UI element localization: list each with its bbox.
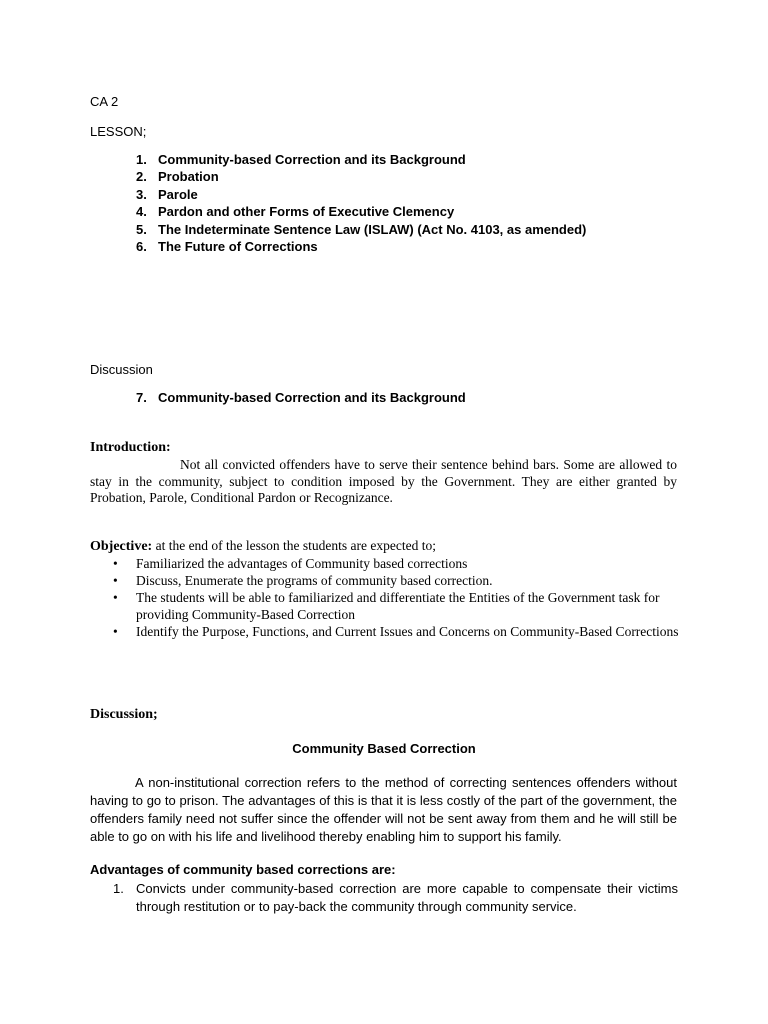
lesson-label: LESSON; (90, 124, 147, 139)
objective-item: • Identify the Purpose, Functions, and Current Issues and Concerns on Community-Based Corrections (113, 624, 679, 639)
course-code: CA 2 (90, 94, 119, 109)
objective-line (90, 538, 690, 555)
introduction-heading: Introduction: (90, 440, 171, 455)
objective-item: • Discuss, Enumerate the programs of community based correction. (113, 573, 493, 588)
objective-list (113, 555, 683, 640)
discussion-label: Discussion (90, 362, 153, 377)
lesson-item: 1. Community-based Correction and its Background (136, 152, 466, 167)
objective-item: • The students will be able to familiarized and differentiate the Entities of the Government task for providing Community-Based Correction (113, 590, 660, 622)
lesson-item: 2. Probation (136, 169, 219, 185)
objective-heading: Objective: (90, 539, 153, 554)
objective-lead: at the end of the lesson the students are expected to; (152, 538, 436, 553)
cbc-body: A non-institutional correction refers to the method of correcting sentences offenders without having to go to prison. The advantages of this is that it is less costly of the part of the government, the offenders family need not suffer since the offender will not be sent away from them and he will still be able to go on with his life and livelihood thereby enabling him to support his family. (90, 775, 677, 844)
objective-item: • Familiarized the advantages of Community based corrections (113, 556, 468, 571)
cbc-title: Community Based Correction (292, 741, 476, 756)
advantage-item: 1. Convicts under community-based correction are more capable to compensate their victims through restitution or to pay-back the community through community service. (113, 881, 678, 914)
lesson-list (136, 151, 586, 255)
section-heading: 7. Community-based Correction and its Background (136, 390, 466, 405)
lesson-item: 5. The Indeterminate Sentence Law (ISLAW) (Act No. 4103, as amended) (136, 221, 587, 237)
introduction-body: Not all convicted offenders have to serve their sentence behind bars. Some are allowed to stay in the community, subject to condition imposed by the Government. They are either granted by Probation, Parole, Conditional Pardon or Recognizance. (90, 457, 677, 505)
discussion-heading: Discussion; (90, 707, 158, 722)
lesson-item: 3. Parole (136, 186, 198, 202)
lesson-item: 6. The Future of Corrections (136, 238, 318, 254)
lesson-item: 4. Pardon and other Forms of Executive Clemency (136, 204, 455, 220)
advantages-heading: Advantages of community based corrections are: (90, 862, 396, 877)
